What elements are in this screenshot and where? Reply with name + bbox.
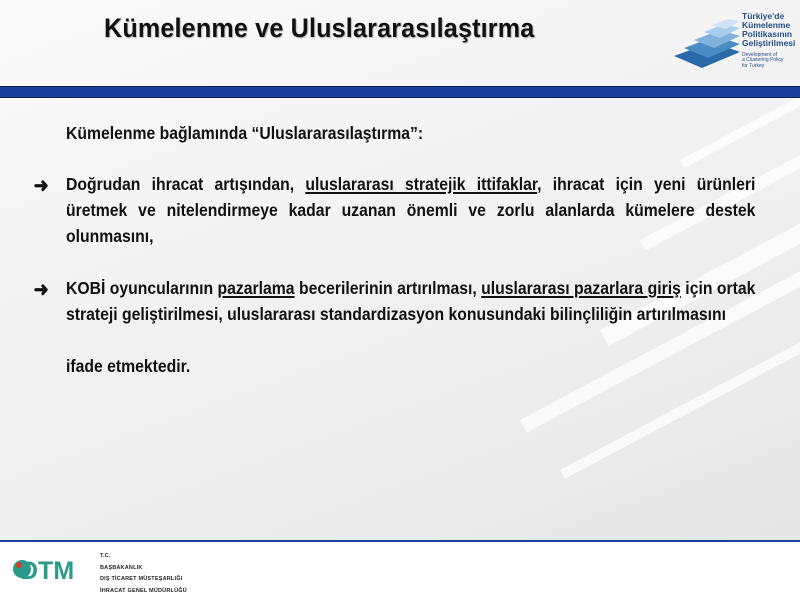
arrow-bullet-icon: ➜	[33, 279, 49, 301]
title-divider-bar	[0, 86, 800, 98]
list-item: ➜ KOBİ oyuncularının pazarlama becerilerinin artırılması, uluslararası pazarlara giriş için ortak strateji geliştirilmesi, uluslararası standardizasyon konusundaki bilinçliliğin artırılmasını	[33, 278, 756, 324]
page-title: Kümelenme ve Uluslararasılaştırma	[104, 13, 535, 43]
dtm-logo	[12, 552, 84, 582]
logo-subtitle: Development of a Clustering Policy for Turkey	[742, 52, 784, 69]
logo-title: Türkiye'de Kümelenme Politikasının Geliştirilmesi	[742, 11, 796, 48]
content-heading: Kümelenme bağlamında “Uluslararasılaştırma”:	[66, 123, 424, 143]
clustering-policy-logo	[672, 12, 796, 76]
arrow-bullet-icon: ➜	[33, 175, 49, 197]
dtm-logo-text: DTM	[20, 557, 75, 582]
slide-content	[33, 120, 756, 379]
list-item: ➜ Doğrudan ihracat artışından, uluslararası stratejik ittifaklar, ihracat için yeni ürünleri üretmek ve nitelendirmeye kadar uzanan önemli ve zorlu alanlarda kümelere destek olunmasını,	[33, 174, 756, 246]
underlined-phrase: pazarlama	[217, 278, 295, 298]
closing-text: ifade etmektedir.	[66, 356, 191, 376]
footer	[0, 540, 800, 602]
underlined-phrase: uluslararası stratejik ittifaklar	[305, 174, 538, 194]
underlined-phrase: uluslararası pazarlara giriş	[481, 278, 681, 298]
footer-institution: T.C. BAŞBAKANLIK DIŞ TİCARET MÜSTEŞARLIĞI İHRACAT GENEL MÜDÜRLÜĞÜ	[100, 553, 187, 594]
stairs-logo-icon	[672, 12, 742, 76]
